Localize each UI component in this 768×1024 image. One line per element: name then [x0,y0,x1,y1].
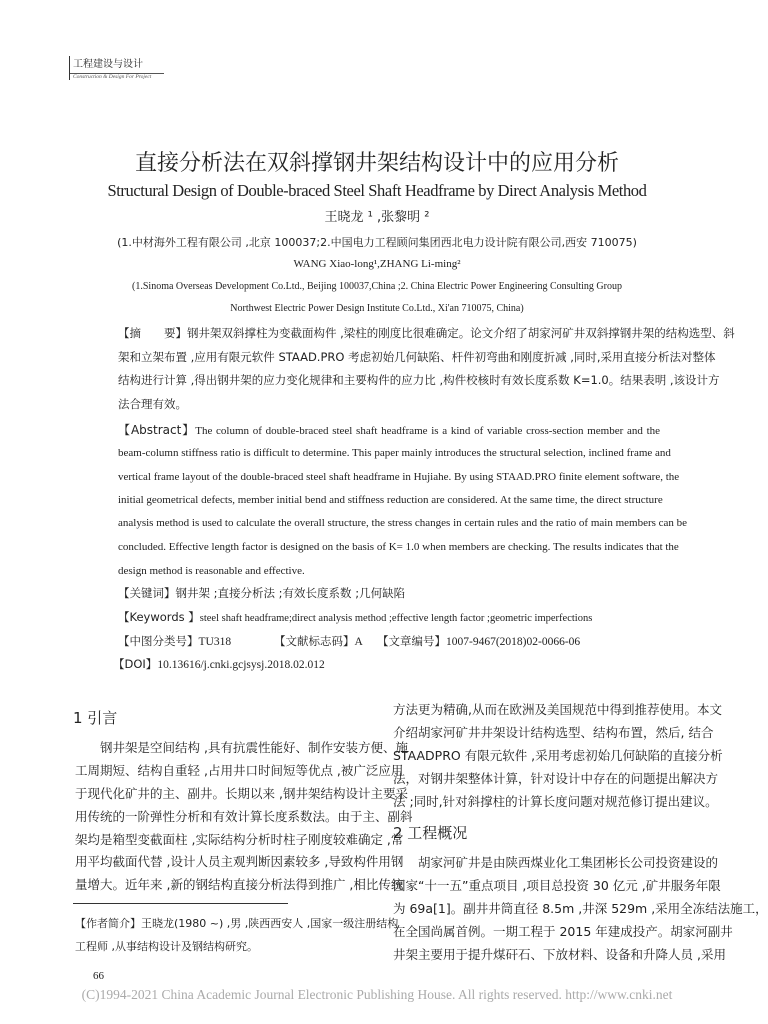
abstract-cn-label: 【摘 要】 [118,326,187,340]
body-line: 法 ;同时,针对斜撑柱的计算长度问题对规范修订提出建议。 [393,794,718,809]
abstract-cn-line: 法合理有效。 [118,397,187,411]
body-line: 为 69a[1]。副井井筒直径 8.5m ,井深 529m ,采用全冻结法施工， [393,901,768,916]
footnote-line: 【作者简介】王晓龙(1980 ~) ,男 ,陕西西安人 ,国家一级注册结构 [75,917,399,930]
header-bar [69,56,70,80]
body-line: 井架主要用于提升煤矸石、下放材料、设备和升降人员 ,采用 [393,947,726,962]
body-line: 用传统的一阶弹性分析和有效计算长度系数法。由于主、副斜 [75,809,413,824]
footnote-rule [73,903,288,904]
keywords-en: 【Keywords 】steel shaft headframe;direct analysis method ;effective length factor ;geometric imperfections [118,610,593,624]
abstract-cn-line: 【摘 要】钢井架双斜撑柱为变截面构件 ,梁柱的刚度比很难确定。论文介绍了胡家河矿井双斜撑钢井架的结构选型、斜 [118,326,735,340]
abstract-en-line: beam-column stiffness ratio is difficult to determine. This paper mainly introduces the structural selection, inclined frame and [118,447,671,459]
abstract-en-label: 【Abstract】 [118,423,196,437]
affiliation-en-line: (1.Sinoma Overseas Development Co.Ltd., Beijing 100037,China ;2. China Electric Power Engineering Consulting Group [132,281,622,292]
abstract-cn-line: 结构进行计算 ,得出钢井架的应力变化规律和主要构件的应力比 ,构件校核时有效长度系数 K=1.0。结果表明 ,该设计方 [118,373,720,387]
body-line: 方法更为精确,从而在欧洲及美国规范中得到推荐使用。本文 [393,702,722,717]
section-1-heading: 1 引言 [73,709,118,727]
doi: 【DOI】10.13616/j.cnki.gcjsysj.2018.02.012 [113,657,325,671]
authors-en: WANG Xiao-long¹,ZHANG Li-ming² [293,258,461,270]
body-line: STAADPRO 有限元软件 ,采用考虑初始几何缺陷的直接分析 [393,748,723,763]
copyright-notice: (C)1994-2021 China Academic Journal Electronic Publishing House. All rights reserved. http://www.cnki.net [81,987,673,1002]
abstract-en-line: analysis method is used to calculate the overall structure, the stress changes in certain rules and the ratio of main members can be [118,517,688,529]
affiliation-cn: (1.中材海外工程有限公司 ,北京 100037;2.中国电力工程顾问集团西北电力设计院有限公司,西安 710075) [117,236,637,249]
footnote-line: 工程师 ,从事结构设计及钢结构研究。 [75,940,258,953]
body-line: 介绍胡家河矿井井架设计结构选型、结构布置，然后, 结合 [393,725,714,740]
abstract-cn-line: 架和立架布置 ,应用有限元软件 STAAD.PRO 考虑初始几何缺陷、杆件初弯曲和刚度折减 ,同时,采用直接分析法对整体 [118,350,716,364]
abstract-en-line: 【Abstract】The column of double-braced steel shaft headframe is a kind of variable cross-section member and the [118,423,661,437]
body-line: 架均是箱型变截面柱 ,实际结构分析时柱子刚度较难确定 ,常 [75,832,404,847]
abstract-en-line: concluded. Effective length factor is designed on the basis of K= 1.0 when members are checking. The results indicates that the [118,541,679,553]
body-line: 量增大。近年来 ,新的钢结构直接分析法得到推广 ,相比传统 [75,877,404,892]
section-2-heading: 2 工程概况 [393,824,468,842]
abstract-en-line: vertical frame layout of the double-braced steel shaft headframe in Hujiahe. By using STAAD.PRO finite element software, the [118,471,680,483]
body-line: 用平均截面代替 ,设计人员主观判断因素较多 ,导致构件用钢 [75,854,404,869]
authors-cn: 王晓龙 ¹ ,张黎明 ² [324,210,430,225]
journal-name-en: Construction & Design For Project [73,74,152,80]
body-line: 国家“十一五”重点项目 ,项目总投资 30 亿元 ,矿井服务年限 [393,878,721,893]
affiliation-en-line: Northwest Electric Power Design Institute Co.Ltd., Xi'an 710075, China) [230,303,524,314]
body-line: 在全国尚属首例。一期工程于 2015 年建成投产。胡家河副井 [393,924,733,939]
classification-number: 【中图分类号】TU318 [118,634,232,648]
body-line: 于现代化矿井的主、副井。长期以来 ,钢井架结构设计主要采 [75,786,408,801]
journal-name-cn: 工程建设与设计 [73,59,143,70]
document-code: 【文献标志码】A [274,634,363,648]
title-cn: 直接分析法在双斜撑钢井架结构设计中的应用分析 [134,151,619,176]
abstract-en-line: design method is reasonable and effective. [118,565,305,577]
page-number: 66 [93,970,104,982]
title-en: Structural Design of Double-braced Steel Shaft Headframe by Direct Analysis Method [107,181,647,200]
abstract-en-line: initial geometrical defects, member initial bend and stiffness reduction are considered. At the same time, the direct structure [118,494,663,506]
body-line: 法，对钢井架整体计算，针对设计中存在的问题提出解决方 [393,771,719,786]
body-line: 钢井架是空间结构 ,具有抗震性能好、制作安装方便、施 [75,740,408,755]
article-number: 【文章编号】1007-9467(2018)02-0066-06 [377,634,581,648]
body-line: 胡家河矿井是由陕西煤业化工集团彬长公司投资建设的 [393,855,719,870]
body-line: 工周期短、结构自重轻 ,占用井口时间短等优点 ,被广泛应用 [75,763,404,778]
keywords-cn: 【关键词】钢井架 ;直接分析法 ;有效长度系数 ;几何缺陷 [118,586,406,600]
